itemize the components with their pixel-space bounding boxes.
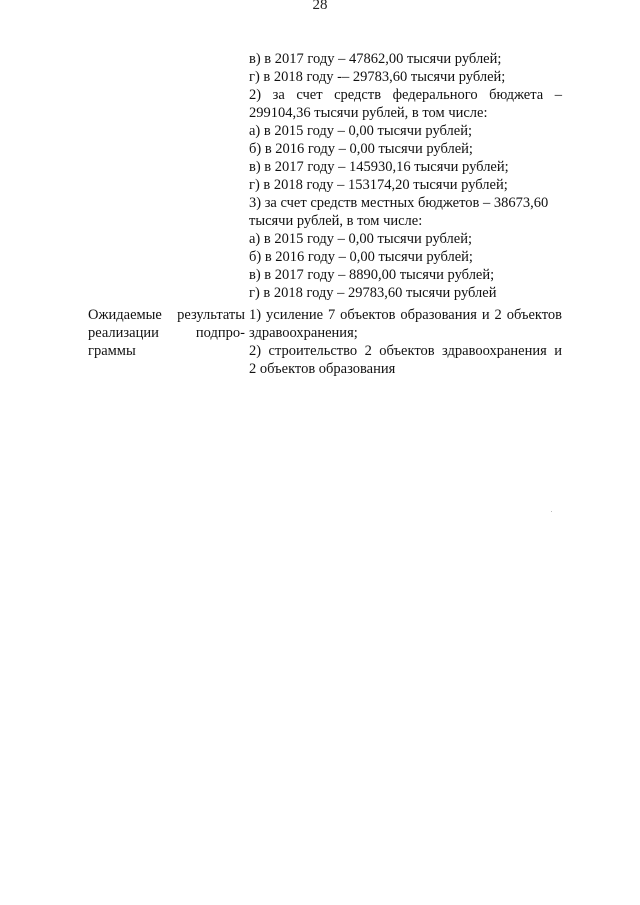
expected-results-value [249, 306, 562, 378]
expected-result-line: здравоохранения; [249, 325, 358, 341]
expected-results-label [88, 306, 245, 360]
funding-line-federal-2017: в) в 2017 году – 145930,16 тысячи рублей; [249, 159, 509, 175]
funding-line-local-2018: г) в 2018 году – 29783,60 тысячи рублей [249, 285, 497, 301]
expected-result-line: 2) строительство 2 объектов здравоохранения и [249, 343, 562, 359]
expected-result-line: 2 объектов образования [249, 361, 396, 377]
funding-line-federal-2015: а) в 2015 году – 0,00 тысячи рублей; [249, 123, 472, 139]
funding-line-local-amount: тысячи рублей, в том числе: [249, 213, 423, 229]
funding-line-local-2016: б) в 2016 году – 0,00 тысячи рублей; [249, 249, 473, 265]
funding-line-local-heading: 3) за счет средств местных бюджетов – 38673,60 [249, 195, 549, 211]
funding-line-local-2017: в) в 2017 году – 8890,00 тысячи рублей; [249, 267, 495, 283]
funding-line-local-2015: а) в 2015 году – 0,00 тысячи рублей; [249, 231, 472, 247]
expected-results-label-line: Ожидаемые результаты [88, 307, 245, 323]
expected-results-label-line: граммы [88, 343, 136, 359]
funding-line-federal-2018: г) в 2018 году – 153174,20 тысячи рублей; [249, 177, 508, 193]
funding-line-2017-total: в) в 2017 году – 47862,00 тысячи рублей; [249, 51, 502, 67]
expected-result-line: 1) усиление 7 объектов образования и 2 объектов [249, 307, 562, 323]
expected-results-label-line: реализации подпро- [88, 325, 245, 341]
funding-line-federal-heading: 2) за счет средств федерального бюджета – [249, 87, 562, 103]
funding-line-2018-total: г) в 2018 году -– 29783,60 тысячи рублей; [249, 69, 506, 85]
scan-artifact-dot [551, 511, 552, 512]
funding-line-federal-2016: б) в 2016 году – 0,00 тысячи рублей; [249, 141, 473, 157]
funding-continuation-cell [249, 50, 562, 302]
page-number: 28 [312, 0, 328, 13]
funding-line-federal-amount: 299104,36 тысячи рублей, в том числе: [249, 105, 488, 121]
